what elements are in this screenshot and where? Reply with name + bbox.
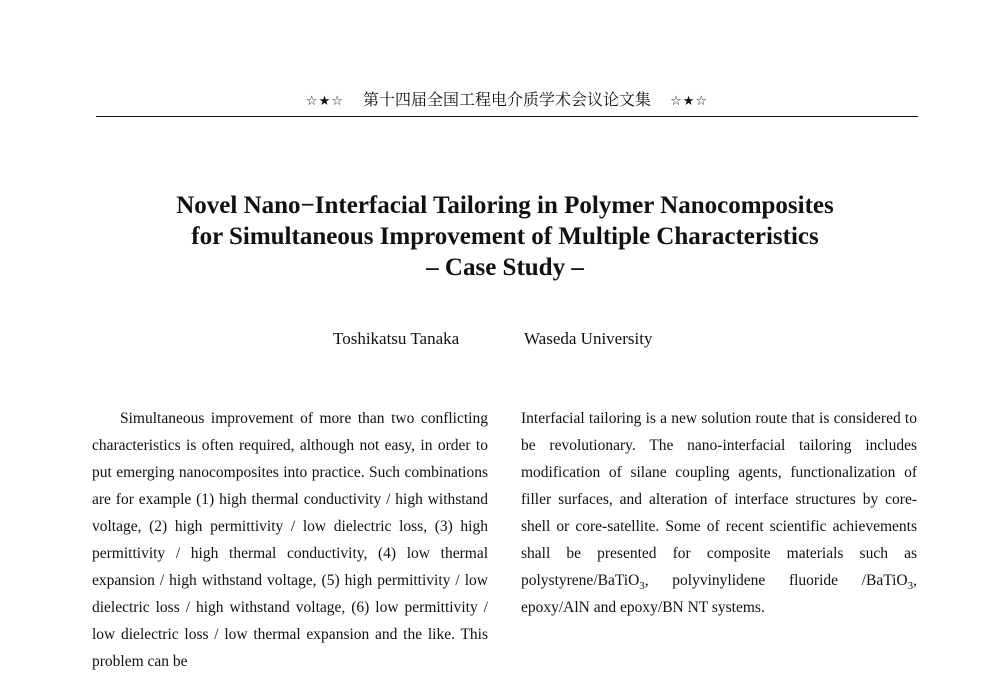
- byline: [0, 327, 1000, 351]
- right-paragraph-part-c: , epoxy/AlN and epoxy/BN NT systems.: [521, 572, 917, 616]
- abstract-right-column: [521, 405, 917, 621]
- header-stars-right: ☆★☆: [670, 94, 709, 109]
- author-affiliation: Waseda University: [524, 329, 653, 348]
- right-paragraph-part-a: Interfacial tailoring is a new solution route that is considered to be revolutionary. The nano-interfacial tailoring includes modification of silane coupling agents, functionalization of filler surfaces, and alteration of interface structures by core-shell or core-satellite. Some of recent scientific achievements shall be presented for composite materials such as polystyrene/BaTiO: [521, 410, 917, 589]
- header-stars-left: ☆★☆: [305, 94, 344, 109]
- proceedings-title: 第十四届全国工程电介质学术会议论文集: [362, 90, 651, 109]
- right-paragraph-part-b: , polyvinylidene fluoride /BaTiO: [644, 572, 908, 589]
- abstract-left-column: [92, 405, 488, 675]
- left-paragraph: Simultaneous improvement of more than two conflicting characteristics is often required, although not easy, in order to put emerging nanocomposites into practice. Such combinations are for example (1) high thermal conductivity / high withstand voltage, (2) high permittivity / low dielectric loss, (3) high permittivity / high thermal conductivity, (4) low thermal expansion / high withstand voltage, (5) high permittivity / low dielectric loss / high withstand voltage, (6) low permittivity / low dielectric loss / low thermal expansion and the like. This problem can be: [92, 410, 488, 670]
- title-line-1: Novel Nano−Interfacial Tailoring in Polymer Nanocomposites: [176, 192, 834, 219]
- subscript-3: 3: [639, 580, 645, 593]
- title-line-2: for Simultaneous Improvement of Multiple Characteristics: [191, 223, 819, 250]
- running-header: [96, 88, 918, 117]
- title-line-3: – Case Study –: [426, 254, 584, 281]
- subscript-3-second: 3: [907, 580, 914, 593]
- author-name: Toshikatsu Tanaka: [333, 329, 460, 348]
- paper-title: [60, 190, 950, 283]
